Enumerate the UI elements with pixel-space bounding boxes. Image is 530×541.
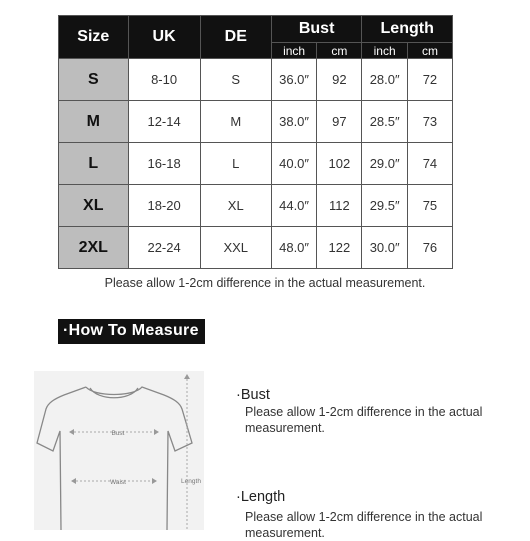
cell-uk: 22-24: [128, 227, 200, 269]
tshirt-outline-icon: [37, 387, 192, 530]
header-de: DE: [200, 16, 271, 59]
diagram-bust-label: Bust: [111, 430, 125, 437]
how-to-measure-title: ·How To Measure: [58, 319, 205, 344]
cell-length-cm: 73: [407, 101, 452, 143]
cell-bust-cm: 92: [317, 59, 362, 101]
cell-de: L: [200, 143, 271, 185]
cell-size: 2XL: [59, 227, 129, 269]
header-size: Size: [59, 16, 129, 59]
table-row: [59, 101, 453, 143]
cell-length-inch: 29.0″: [362, 143, 408, 185]
cell-bust-cm: 122: [317, 227, 362, 269]
diagram-length-label: Length: [181, 478, 201, 485]
header-uk: UK: [128, 16, 200, 59]
length-measure-title: ·Length: [236, 489, 286, 505]
cell-length-inch: 28.0″: [362, 59, 408, 101]
cell-size: M: [59, 101, 129, 143]
header-bust-cm: cm: [317, 43, 362, 59]
bust-measure-title: ·Bust: [236, 387, 270, 403]
cell-de: M: [200, 101, 271, 143]
cell-length-inch: 30.0″: [362, 227, 408, 269]
table-row: [59, 143, 453, 185]
cell-length-cm: 75: [407, 185, 452, 227]
cell-de: S: [200, 59, 271, 101]
cell-uk: 8-10: [128, 59, 200, 101]
header-length-inch: inch: [362, 43, 408, 59]
cell-size: XL: [59, 185, 129, 227]
cell-bust-inch: 38.0″: [271, 101, 316, 143]
header-bust-inch: inch: [271, 43, 316, 59]
cell-uk: 18-20: [128, 185, 200, 227]
cell-bust-inch: 40.0″: [271, 143, 316, 185]
bust-measure-desc: Please allow 1-2cm difference in the actual measurement.: [245, 405, 483, 435]
cell-length-cm: 76: [407, 227, 452, 269]
cell-bust-inch: 48.0″: [271, 227, 316, 269]
table-row: [59, 185, 453, 227]
cell-size: S: [59, 59, 129, 101]
header-length: Length: [362, 16, 453, 43]
cell-de: XXL: [200, 227, 271, 269]
table-row: [59, 227, 453, 269]
cell-length-cm: 74: [407, 143, 452, 185]
cell-size: L: [59, 143, 129, 185]
cell-length-inch: 28.5″: [362, 101, 408, 143]
cell-bust-cm: 112: [317, 185, 362, 227]
cell-length-cm: 72: [407, 59, 452, 101]
cell-bust-inch: 44.0″: [271, 185, 316, 227]
length-measure-desc: Please allow 1-2cm difference in the actual measurement.: [245, 510, 483, 540]
diagram-waist-label: Waist: [109, 479, 127, 486]
cell-bust-cm: 102: [317, 143, 362, 185]
cell-length-inch: 29.5″: [362, 185, 408, 227]
cell-de: XL: [200, 185, 271, 227]
cell-bust-inch: 36.0″: [271, 59, 316, 101]
cell-uk: 16-18: [128, 143, 200, 185]
header-bust: Bust: [271, 16, 362, 43]
cell-uk: 12-14: [128, 101, 200, 143]
measurement-note: Please allow 1-2cm difference in the actual measurement.: [104, 276, 426, 290]
cell-bust-cm: 97: [317, 101, 362, 143]
header-length-cm: cm: [407, 43, 452, 59]
size-chart-table: [58, 15, 453, 269]
tshirt-diagram: [34, 371, 204, 530]
table-row: [59, 59, 453, 101]
